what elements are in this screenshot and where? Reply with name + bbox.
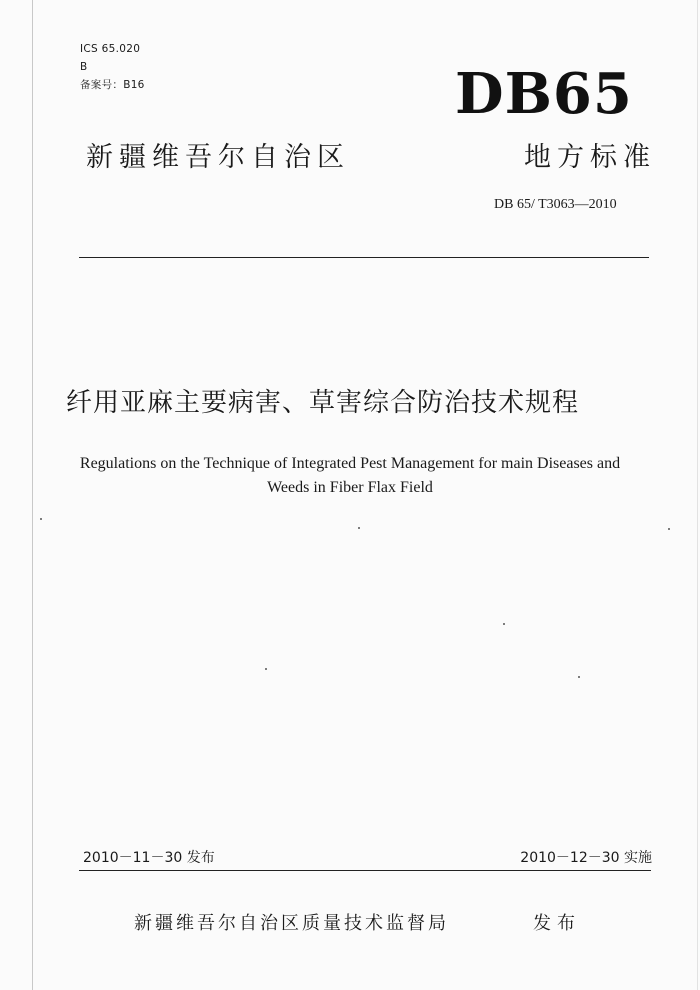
db65-logo: DB65 — [455, 61, 633, 127]
scan-edge-line-right — [697, 0, 698, 990]
filing-number: 备案号：B16 — [80, 79, 145, 91]
ics-code: ICS 65.020 — [80, 43, 141, 55]
standard-type: 地方标准 — [524, 142, 656, 173]
title-english-line-1: Regulations on the Technique of Integrated Pest Management for main Diseases and — [79, 455, 621, 472]
standard-number: DB 65/ T3063—2010 — [494, 197, 617, 212]
title-english-line-2: Weeds in Fiber Flax Field — [267, 479, 433, 496]
region-name: 新疆维吾尔自治区 — [86, 142, 350, 173]
classification-code: B — [80, 61, 88, 73]
scan-speck — [265, 668, 267, 670]
scan-speck — [668, 528, 670, 530]
scan-speck — [358, 527, 360, 529]
footer-divider — [79, 870, 651, 871]
scan-speck — [503, 623, 505, 625]
publish-label: 发布 — [533, 913, 581, 934]
issue-date: 2010－11－30 发布 — [83, 850, 215, 866]
scan-speck — [40, 518, 42, 520]
title-chinese: 纤用亚麻主要病害、草害综合防治技术规程 — [66, 388, 580, 418]
scan-edge-line — [32, 0, 33, 990]
issuing-authority: 新疆维吾尔自治区质量技术监督局 — [134, 913, 449, 934]
scan-speck — [578, 676, 580, 678]
header-divider — [79, 257, 649, 258]
title-english — [40, 452, 660, 500]
implementation-date: 2010－12－30 实施 — [520, 850, 652, 866]
